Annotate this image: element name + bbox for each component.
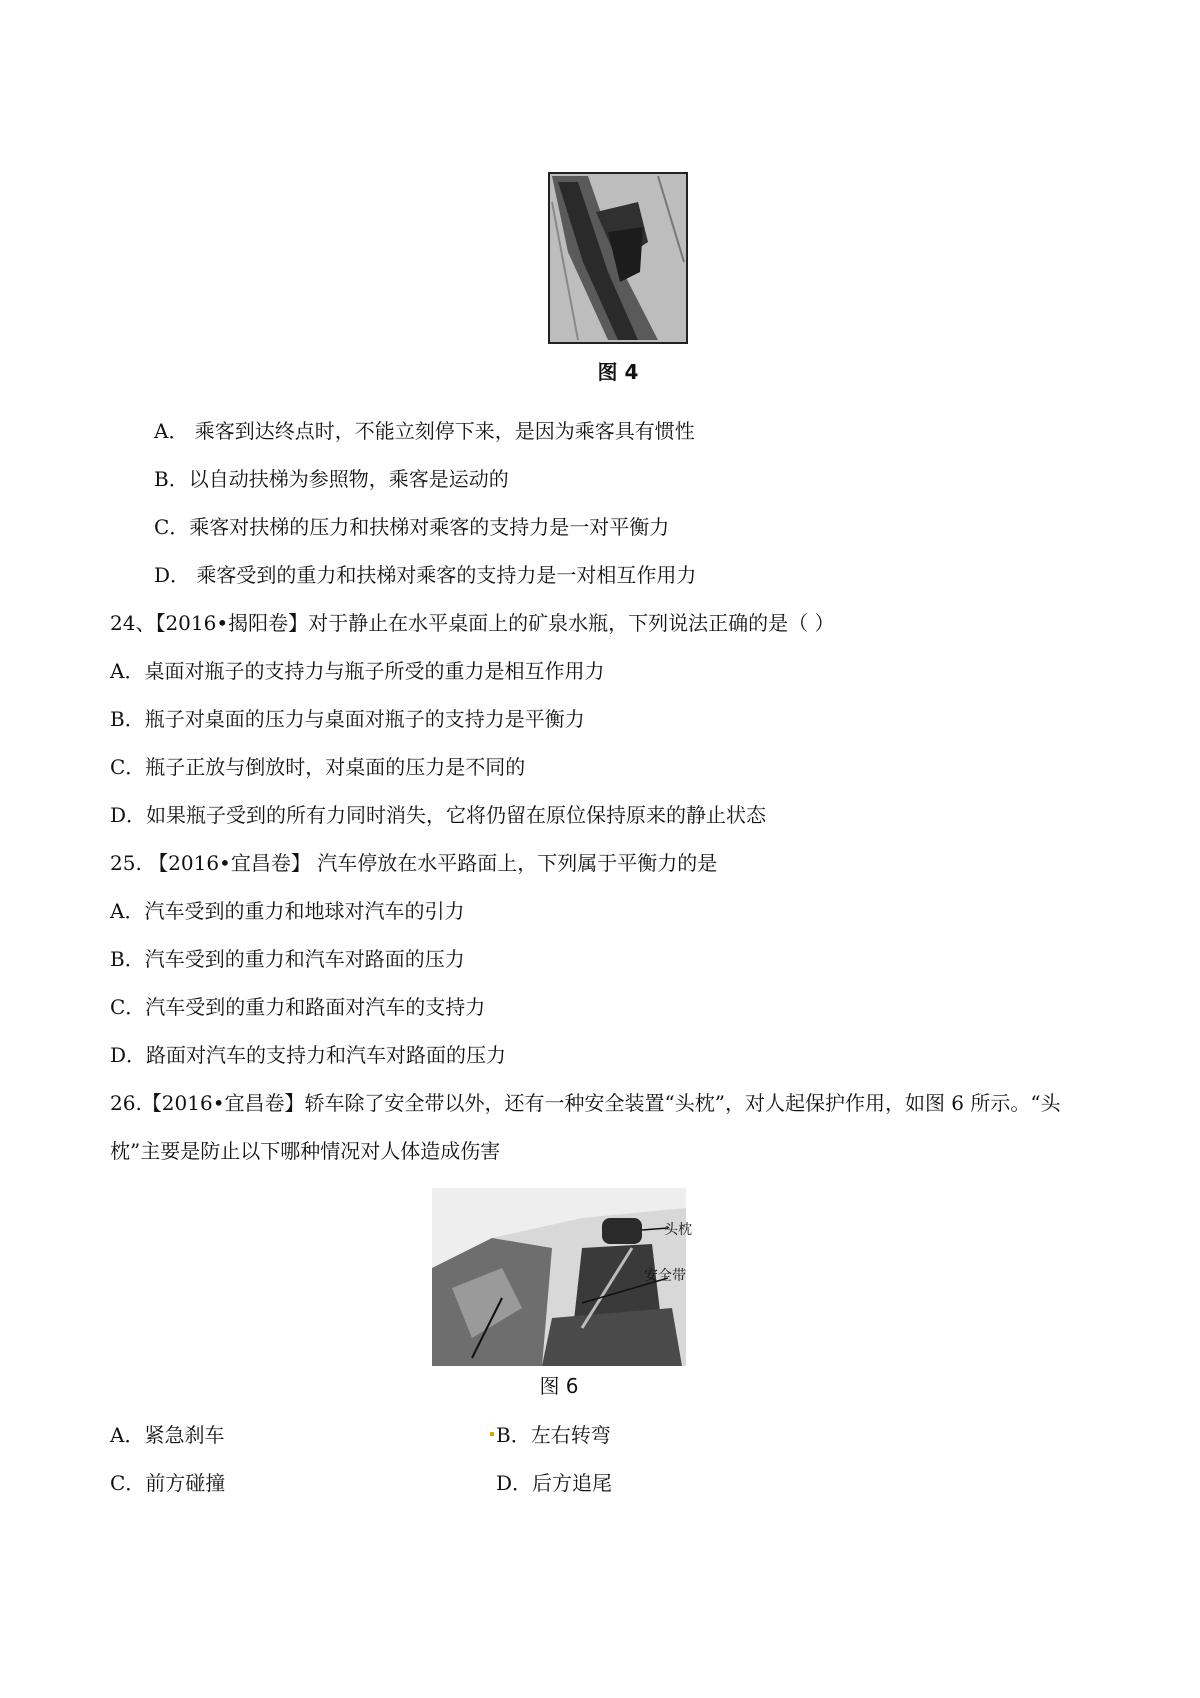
q23-option-a: A． 乘客到达终点时，不能立刻停下来，是因为乘客具有惯性 [154,419,695,443]
q26-option-c: C．前方碰撞 [110,1471,226,1495]
q24-option-c: C．瓶子正放与倒放时，对桌面的压力是不同的 [110,755,526,779]
figure-6-caption: 图 6 [539,1374,579,1398]
figure-4-escalator-image [548,172,688,344]
headrest-shape [602,1218,642,1244]
q23-option-c: C．乘客对扶梯的压力和扶梯对乘客的支持力是一对平衡力 [154,515,670,539]
q23-option-d: D． 乘客受到的重力和扶梯对乘客的支持力是一对相互作用力 [154,563,697,587]
q25-option-a: A．汽车受到的重力和地球对汽车的引力 [110,899,465,923]
q26-option-b: B．左右转弯 [496,1423,611,1447]
q24-option-d: D．如果瓶子受到的所有力同时消失，它将仍留在原位保持原来的静止状态 [110,803,767,827]
q25-stem: 25. 【2016•宜昌卷】 汽车停放在水平路面上，下列属于平衡力的是 [110,851,718,875]
q26-option-a: A．紧急刹车 [110,1423,225,1447]
q24-stem: 24、【2016•揭阳卷】对于静止在水平桌面上的矿泉水瓶，下列说法正确的是（ ） [110,611,835,635]
q25-option-d: D．路面对汽车的支持力和汽车对路面的压力 [110,1043,507,1067]
label-headrest: 头枕 [664,1222,692,1238]
q26-stem-line2: 枕”主要是防止以下哪种情况对人体造成伤害 [110,1139,501,1163]
figure-4-caption: 图 4 [597,360,639,384]
q26-stem-line1: 26.【2016•宜昌卷】轿车除了安全带以外，还有一种安全装置“头枕”，对人起保护作用，如图 6 所示。“头 [110,1091,1061,1115]
q26-option-d: D．后方追尾 [496,1471,613,1495]
label-seatbelt: 安全带 [644,1268,686,1284]
figure-6-car-seat-image [432,1188,692,1366]
q25-option-b: B．汽车受到的重力和汽车对路面的压力 [110,947,465,971]
q23-option-b: B．以自动扶梯为参照物，乘客是运动的 [154,467,509,491]
q25-option-c: C．汽车受到的重力和路面对汽车的支持力 [110,995,486,1019]
q24-option-a: A．桌面对瓶子的支持力与瓶子所受的重力是相互作用力 [110,659,605,683]
q24-option-b: B．瓶子对桌面的压力与桌面对瓶子的支持力是平衡力 [110,707,585,731]
marker-dot [490,1432,494,1436]
